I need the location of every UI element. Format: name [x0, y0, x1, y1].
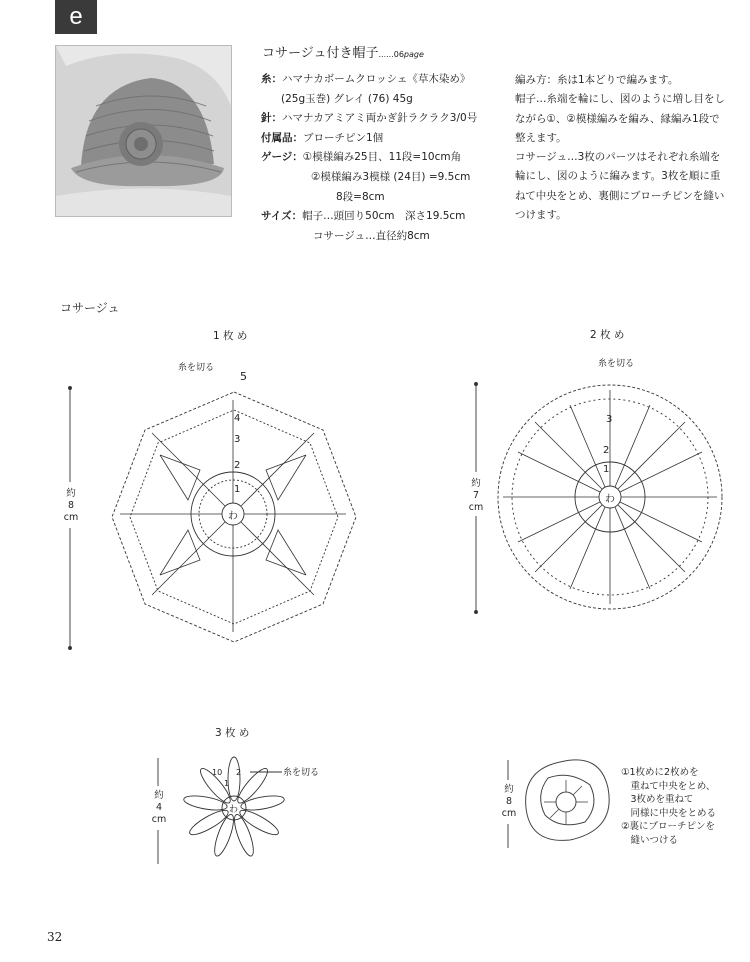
spec-size-corsage: コサージュ…直径約8cm [313, 229, 430, 242]
motif1-round-1: 1 [234, 484, 241, 495]
spec-hook: 針：ハマナカアミアミ両かぎ針ラクラク3/0号 [261, 112, 478, 125]
motif3-round-1: 1 [224, 779, 230, 788]
m1-r5: 5 [240, 370, 247, 383]
motif1-title: 1 枚 め [213, 330, 248, 342]
motif1-round-4: 4 [234, 413, 241, 424]
section-badge: e [55, 0, 97, 34]
motif3-round-2: 2 [236, 768, 242, 777]
motif2-center: わ [605, 494, 615, 505]
motif2-diameter: 約 7 cm [468, 478, 484, 513]
motif3-title: 3 枚 め [215, 727, 250, 739]
motif2-round-1: 1 [603, 464, 610, 475]
motif1-center: わ [228, 511, 238, 522]
section-title: コサージュ [60, 301, 120, 315]
page-number: 32 [47, 930, 63, 944]
spec-size: サイズ：帽子…頭回り50cm 深さ19.5cm [261, 210, 466, 223]
spec-yarn-detail: (25g玉巻) グレイ (76) 45g [281, 92, 413, 105]
spec-yarn: 糸：ハマナカボームクロッシェ《草木染め》 [261, 73, 471, 85]
pattern-title: コサージュ付き帽子......06page [262, 46, 424, 61]
spec-gauge-2: ②模様編み3模様 (24目) =9.5cm [311, 170, 471, 183]
motif2-round-2: 2 [603, 445, 610, 456]
motif3-diameter: 約 4 cm [151, 790, 167, 825]
motif1-round-2: 2 [234, 460, 241, 471]
assembly-notes: ①1枚めに2枚めを 重ねて中央をとめ、 3枚めを重ねて 同様に中央をとめる ②裏にブローチピンを 縫いつける [621, 767, 717, 846]
motif3-round-10: 10 [212, 768, 223, 777]
spec-notions: 付属品：ブローチピン1個 [261, 131, 384, 144]
spec-gauge-3: 8段=8cm [336, 190, 385, 203]
motif2-cut-label: 糸を切る [598, 359, 635, 369]
motif3-center: わ [229, 805, 239, 815]
motif1-diameter: 約 8 cm [63, 488, 79, 523]
spec-gauge: ゲージ：①模様編み25目、11段=10cm角 [261, 151, 462, 164]
motif1-round-3: 3 [234, 434, 241, 445]
instructions: 編み方：糸は1本どりで編みます。 帽子…糸端を輪にし、図のように増し目をし ながら①、②模様編みを編み、縁編み1段で 整えます。 コサージュ…3枚のパーツはそれぞれ糸端を 輪にし、図のように編みます。3枚を順に重 ねて中央をとめ、裏側にブローチピンを縫い つけます。 [515, 74, 725, 222]
motif3-cut-label: 糸を切る [283, 768, 320, 778]
assembly-illustration [526, 760, 610, 841]
motif1-chart [112, 370, 356, 642]
motif1-cut-label: 糸を切る [178, 363, 215, 373]
assembly-diameter: 約 8 cm [501, 784, 517, 819]
motif2-round-3: 3 [606, 414, 613, 425]
motif2-title: 2 枚 め [590, 329, 625, 341]
